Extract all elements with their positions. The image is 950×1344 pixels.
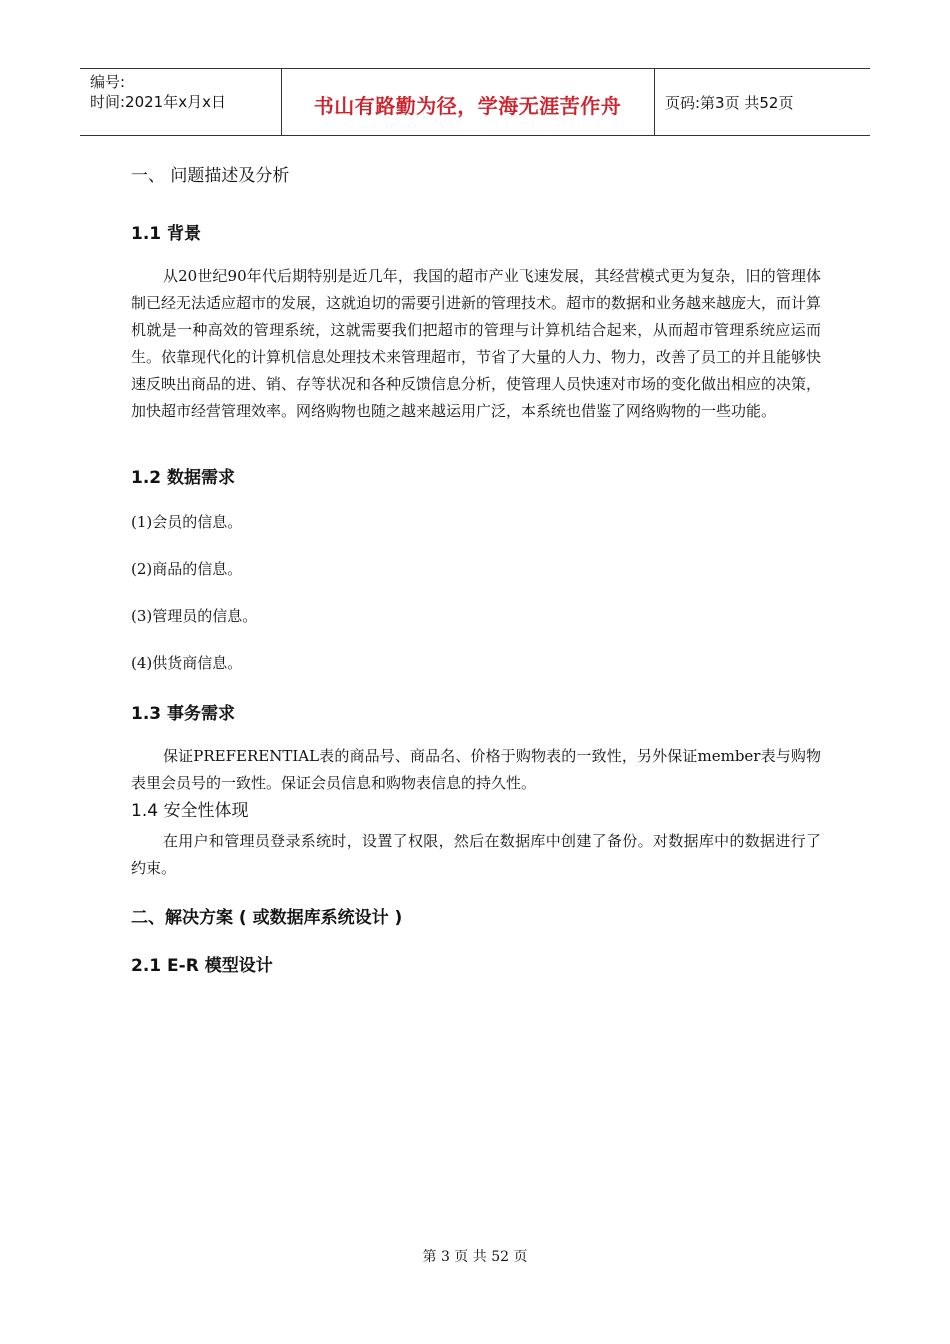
section-1-3-paragraph: 保证PREFERENTIAL表的商品号、商品名、价格于购物表的一致性，另外保证member表与购物表里会员号的一致性。保证会员信息和购物表信息的持久性。 xyxy=(131,747,821,792)
section-1-4-paragraph: 在用户和管理员登录系统时，设置了权限，然后在数据库中创建了备份。对数据库中的数据进行了约束。 xyxy=(131,832,821,877)
section-2-1-title: 2.1 E-R 模型设计 xyxy=(131,956,273,976)
section-1-4-title: 1.4 安全性体现 xyxy=(131,801,249,821)
header-bottom-rule xyxy=(80,135,870,136)
section-1-2-title: 1.2 数据需求 xyxy=(131,468,236,488)
document-number-label: 编号: xyxy=(90,73,126,91)
data-requirement-item: (1)会员的信息。 xyxy=(131,513,243,531)
page-header xyxy=(80,68,870,136)
section-1-1-title: 1.1 背景 xyxy=(131,224,202,244)
page-footer: 第 3 页 共 52 页 xyxy=(422,1249,528,1265)
data-requirement-item: (3)管理员的信息。 xyxy=(131,607,258,625)
section-2-title: 二、解决方案 ( 或数据库系统设计 ) xyxy=(131,908,403,928)
document-date-label: 时间:2021年x月x日 xyxy=(90,93,226,111)
data-requirement-item: (2)商品的信息。 xyxy=(131,560,243,578)
data-requirement-item: (4)供货商信息。 xyxy=(131,654,243,672)
header-motto: 书山有路勤为径，学海无涯苦作舟 xyxy=(313,94,622,118)
section-1-title: 一、 问题描述及分析 xyxy=(131,166,290,186)
header-page-info: 页码:第3页 共52页 xyxy=(665,94,794,112)
section-1-1-paragraph: 从20世纪90年代后期特别是近几年，我国的超市产业飞速发展，其经营模式更为复杂，旧的管理体制已经无法适应超市的发展，这就迫切的需要引进新的管理技术。超市的数据和业务越来越庞大，而计算机就是一种高效的管理系统，这就需要我们把超市的管理与计算机结合起来，从而超市管理系统应运而生。依靠现代化的计算机信息处理技术来管理超市，节省了大量的人力、物力，改善了员工的并且能够快速反映出商品的进、销、存等状况和各种反馈信息分析，使管理人员快速对市场的变化做出相应的决策，加快超市经营管理效率。网络购物也随之越来越运用广泛，本系统也借鉴了网络购物的一些功能。 xyxy=(131,267,822,420)
header-left-cell xyxy=(90,72,226,112)
section-1-3-title: 1.3 事务需求 xyxy=(131,704,236,724)
